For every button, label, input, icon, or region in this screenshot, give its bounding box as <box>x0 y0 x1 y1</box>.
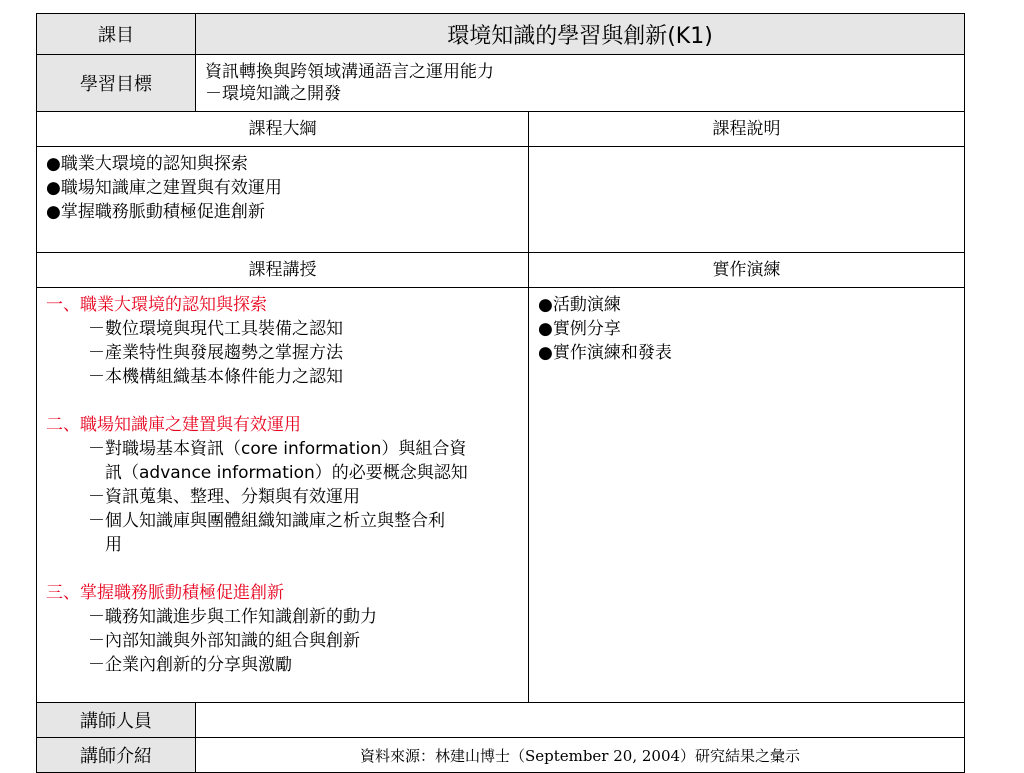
lecture-line: －產業特性與發展趨勢之掌握方法 <box>88 343 343 363</box>
practice-heading: 實作演練 <box>712 260 781 280</box>
lecturer-label: 講師人員 <box>80 711 152 732</box>
lecture-heading-cell <box>36 252 529 288</box>
lecture-line: －資訊蒐集、整理、分類與有效運用 <box>88 487 360 507</box>
lecture-line: －內部知識與外部知識的組合與創新 <box>88 631 360 651</box>
goal-content-cell <box>195 54 965 112</box>
course-title: 環境知識的學習與創新(K1) <box>447 23 713 49</box>
outline-content-cell <box>36 146 529 253</box>
lecture-line: －對職場基本資訊（core information）與組合資 <box>88 439 467 459</box>
lecture-section-title: 二、職場知識庫之建置與有效運用 <box>46 415 301 435</box>
description-heading: 課程說明 <box>712 119 781 139</box>
lecture-line: －職務知識進步與工作知識創新的動力 <box>88 607 377 627</box>
lecture-line: 訊（advance information）的必要概念與認知 <box>105 463 468 483</box>
lecture-section-title: 三、掌握職務脈動積極促進創新 <box>46 583 284 603</box>
lecture-line: 用 <box>105 535 122 555</box>
outline-item: ●職場知識庫之建置與有效運用 <box>46 178 282 198</box>
lecture-line: －本機構組織基本條件能力之認知 <box>88 367 343 387</box>
description-content-cell <box>528 146 965 253</box>
goal-line: －環境知識之開發 <box>205 84 341 104</box>
practice-item: ●實例分享 <box>538 319 621 339</box>
lecturer-label-cell <box>36 702 196 738</box>
practice-item: ●活動演練 <box>538 295 621 315</box>
course-label: 課目 <box>98 25 134 46</box>
lecture-content-cell <box>36 287 529 703</box>
practice-item: ●實作演練和發表 <box>538 343 672 363</box>
lecture-line: －數位環境與現代工具裝備之認知 <box>88 319 343 339</box>
outline-heading: 課程大綱 <box>248 119 317 139</box>
course-title-cell <box>195 13 965 55</box>
outline-item: ●職業大環境的認知與探索 <box>46 154 248 174</box>
lecture-line: －個人知識庫與團體組織知識庫之析立與整合利 <box>88 511 445 531</box>
intro-label: 講師介紹 <box>80 746 152 767</box>
practice-heading-cell <box>528 252 965 288</box>
lecturer-value-cell <box>195 702 965 738</box>
lecture-line: －企業內創新的分享與激勵 <box>88 655 292 675</box>
course-label-cell <box>36 13 196 55</box>
goal-label: 學習目標 <box>80 74 152 95</box>
outline-item: ●掌握職務脈動積極促進創新 <box>46 202 265 222</box>
goal-line: 資訊轉換與跨領域溝通語言之運用能力 <box>205 62 494 82</box>
source-note: 資料來源：林建山博士（September 20, 2004）研究結果之彙示 <box>359 746 801 765</box>
outline-heading-cell <box>36 111 529 147</box>
lecture-section-title: 一、職業大環境的認知與探索 <box>46 295 267 315</box>
lecture-heading: 課程講授 <box>248 260 317 280</box>
description-heading-cell <box>528 111 965 147</box>
goal-label-cell <box>36 54 196 112</box>
practice-content-cell <box>528 287 965 703</box>
